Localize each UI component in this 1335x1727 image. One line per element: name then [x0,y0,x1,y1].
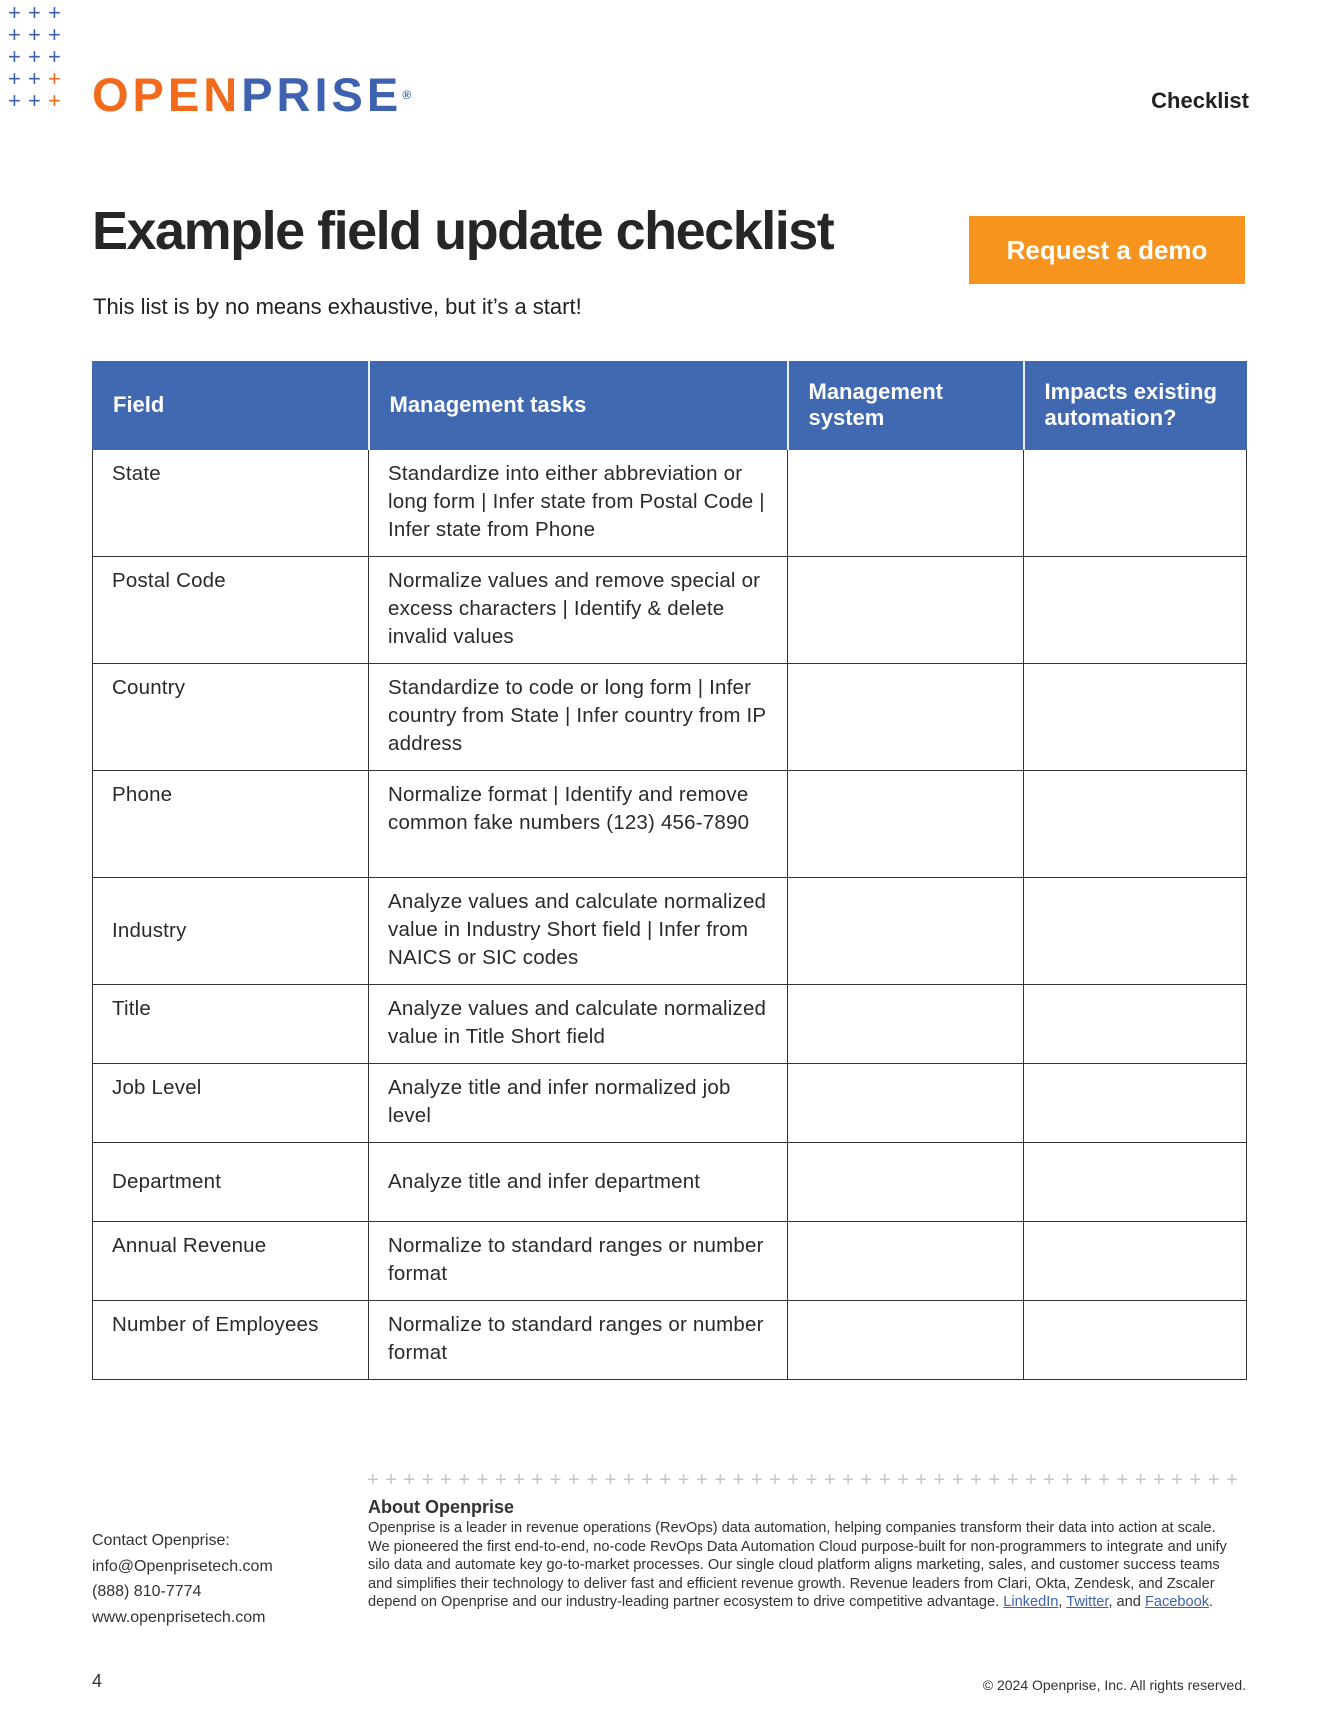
logo-plus-grid-icon: + + + + + + + + + + + + + + + [8,0,61,113]
system-cell[interactable] [788,1222,1024,1301]
tasks-cell: Analyze values and calculate normalized value in Title Short field [369,985,788,1064]
column-header-management-tasks: Management tasks [369,361,788,450]
impacts-cell[interactable] [1024,1064,1247,1143]
registered-mark: ® [402,88,412,102]
system-cell[interactable] [788,1064,1024,1143]
table-row [93,1064,1247,1143]
tasks-cell: Normalize to standard ranges or number format [369,1222,788,1301]
twitter-link[interactable]: Twitter [1066,1594,1109,1611]
impacts-cell[interactable] [1024,557,1247,664]
contact-website[interactable]: www.openprisetech.com [92,1608,266,1626]
tasks-cell: Normalize format | Identify and remove common fake numbers (123) 456-7890 [369,771,788,878]
table-row [93,985,1247,1064]
request-demo-button[interactable]: Request a demo [969,216,1245,284]
table-row [93,1301,1247,1380]
system-cell[interactable] [788,450,1024,557]
document-type-label: Checklist [1151,88,1249,113]
system-cell[interactable] [788,664,1024,771]
table-header-row [93,361,1247,450]
link-end: . [1209,1594,1214,1611]
logo [92,70,411,120]
system-cell[interactable] [788,1301,1024,1380]
tasks-cell: Analyze title and infer department [369,1143,788,1222]
logo-part-prise: PRISE [241,68,403,121]
tasks-cell: Standardize to code or long form | Infer country from State | Infer country from IP address [369,664,788,771]
table-row [93,1222,1247,1301]
impacts-cell[interactable] [1024,1222,1247,1301]
impacts-cell[interactable] [1024,771,1247,878]
impacts-cell[interactable] [1024,985,1247,1064]
field-cell: Industry [93,878,369,985]
field-cell: Job Level [93,1064,369,1143]
facebook-link[interactable]: Facebook [1144,1594,1210,1611]
table-row [93,664,1247,771]
impacts-cell[interactable] [1024,450,1247,557]
column-header-field: Field [93,361,369,450]
tasks-cell: Normalize values and remove special or excess characters | Identify & delete invalid values [369,557,788,664]
table-row [93,1143,1247,1222]
field-cell: Country [93,664,369,771]
column-header-impacts-automation: Impacts existing automation? [1024,361,1247,450]
about-text [368,1519,1238,1612]
table-row [93,557,1247,664]
system-cell[interactable] [788,878,1024,985]
impacts-cell[interactable] [1024,664,1247,771]
page-title: Example field update checklist [92,201,834,261]
tasks-cell: Analyze values and calculate normalized value in Industry Short field | Infer from NAICS or SIC codes [369,878,788,985]
tasks-cell: Analyze title and infer normalized job level [369,1064,788,1143]
link-separator: , [1058,1594,1067,1611]
logo-part-open: OPEN [92,68,242,121]
plus-divider-icon: ++++++++++++++++++++++++++++++++++++++++++++++++ [367,1470,1245,1490]
system-cell[interactable] [788,985,1024,1064]
copyright: © 2024 Openprise, Inc. All rights reserved. [982,1677,1246,1693]
about-title: About Openprise [368,1497,515,1517]
table-row [93,771,1247,878]
contact-block [92,1528,273,1630]
page-number: 4 [92,1671,103,1691]
field-cell: Title [93,985,369,1064]
contact-label: Contact Openprise: [92,1532,230,1549]
about-body: Openprise is a leader in revenue operations (RevOps) data automation, helping companies transform their data into action at scale. We pioneered the first end-to-end, no-code RevOps Data Automation Cloud purpose-built for non-programmers to integrate and unify silo data and automate key go-to-market processes. Our single cloud platform aligns marketing, sales, and customer success teams and simplifies their technology to deliver fast and efficient revenue growth. Revenue leaders from Clari, Okta, Zendesk, and Zscaler depend on Openprise and our industry-leading partner ecosystem to drive competitive advantage. [368,1520,1227,1611]
table-row [93,878,1247,985]
field-cell: Phone [93,771,369,878]
field-cell: State [93,450,369,557]
field-cell: Annual Revenue [93,1222,369,1301]
tasks-cell: Normalize to standard ranges or number format [369,1301,788,1380]
table-row [93,450,1247,557]
contact-phone: (888) 810-7774 [92,1583,202,1600]
field-cell: Department [93,1143,369,1222]
field-cell: Number of Employees [93,1301,369,1380]
system-cell[interactable] [788,1143,1024,1222]
tasks-cell: Standardize into either abbreviation or long form | Infer state from Postal Code | Infer state from Phone [369,450,788,557]
link-separator: , and [1108,1594,1145,1611]
impacts-cell[interactable] [1024,878,1247,985]
linkedin-link[interactable]: LinkedIn [1003,1594,1059,1611]
page-subtitle: This list is by no means exhaustive, but it’s a start! [93,294,582,319]
impacts-cell[interactable] [1024,1301,1247,1380]
impacts-cell[interactable] [1024,1143,1247,1222]
column-header-management-system: Management system [788,361,1024,450]
system-cell[interactable] [788,557,1024,664]
field-update-checklist-table [92,361,1247,1380]
system-cell[interactable] [788,771,1024,878]
contact-email[interactable]: info@Openprisetech.com [92,1557,273,1575]
field-cell: Postal Code [93,557,369,664]
